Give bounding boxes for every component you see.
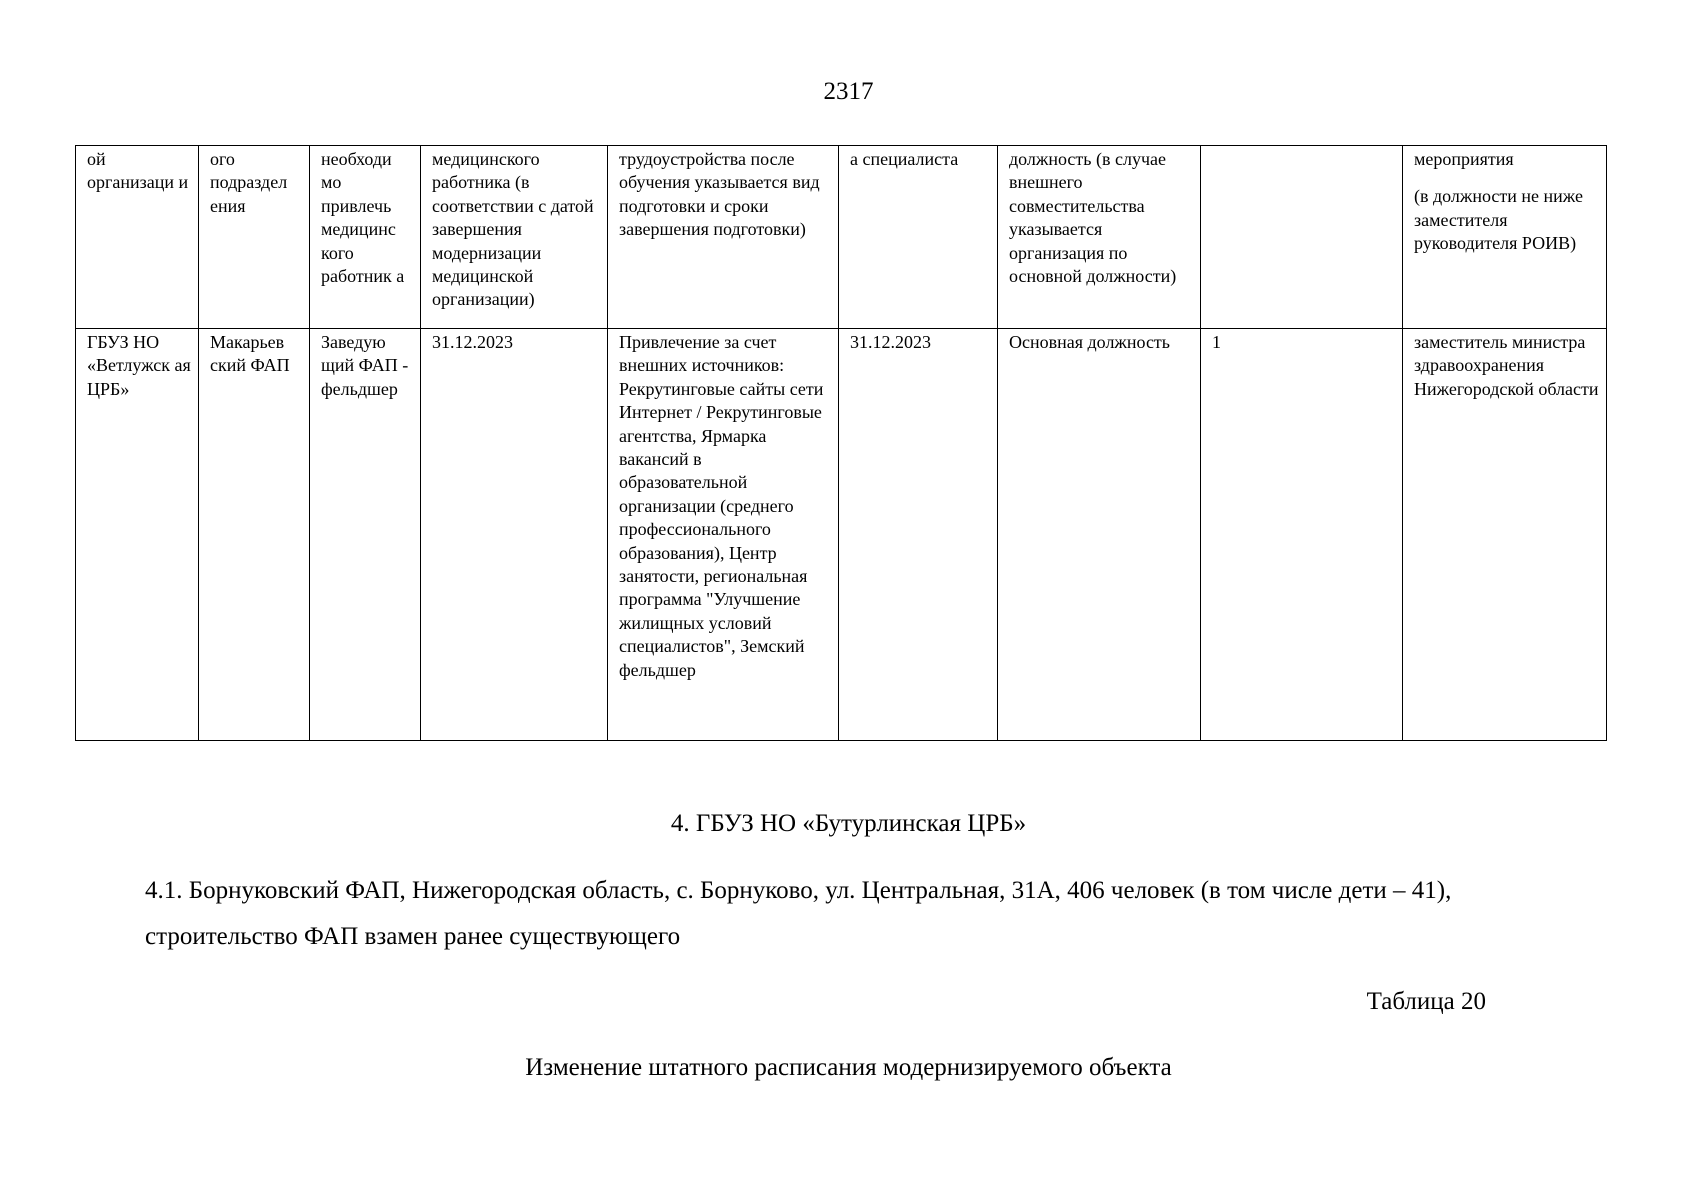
table-row [76, 329, 1607, 741]
table-caption: Изменение штатного расписания модернизируемого объекта [525, 1054, 1172, 1081]
header-responsible-label: мероприятия [1414, 149, 1514, 169]
cell-count: 1 [1201, 329, 1403, 741]
cell-subdivision: Макарьев ский ФАП [199, 329, 310, 741]
header-responsible-note: (в должности не ниже заместителя руководителя РОИВ) [1414, 186, 1583, 254]
header-cell-responsible [1403, 146, 1607, 329]
cell-organization: ГБУЗ НО «Ветлужск ая ЦРБ» [76, 329, 199, 741]
continuation-table [75, 145, 1607, 741]
facility-paragraph: 4.1. Борнуковский ФАП, Нижегородская область, с. Борнуково, ул. Центральная, 31А, 406 человек (в том числе дети – 41), строительство ФАП взамен ранее существующего [145, 877, 1452, 950]
header-cell-position-needed: необходи мо привлечь медицинс кого работник а [310, 146, 421, 329]
cell-responsible: заместитель министра здравоохранения Нижегородской области [1403, 329, 1607, 741]
table-header-row [76, 146, 1607, 329]
header-cell-blank [1201, 146, 1403, 329]
header-cell-subdivision: ого подраздел ения [199, 146, 310, 329]
header-cell-specialist-date: а специалиста [839, 146, 998, 329]
page-number: 2317 [823, 78, 874, 105]
cell-deadline: 31.12.2023 [421, 329, 608, 741]
cell-position: Заведую щий ФАП - фельдшер [310, 329, 421, 741]
cell-position-type: Основная должность [998, 329, 1201, 741]
header-cell-position-type: должность (в случае внешнего совместительства указывается организация по основной должности) [998, 146, 1201, 329]
table-number: Таблица 20 [1366, 988, 1486, 1015]
header-cell-deadline: медицинского работника (в соответствии с датой завершения модернизации медицинской организации) [421, 146, 608, 329]
cell-specialist-date: 31.12.2023 [839, 329, 998, 741]
section-heading: 4. ГБУЗ НО «Бутурлинская ЦРБ» [670, 810, 1027, 837]
header-cell-recruitment-method: трудоустройства после обучения указывается вид подготовки и сроки завершения подготовки) [608, 146, 839, 329]
header-cell-organization: ой организаци и [76, 146, 199, 329]
cell-recruitment-method: Привлечение за счет внешних источников: Рекрутинговые сайты сети Интернет / Рекрутинговые агентства, Ярмарка вакансий в образовательной организации (среднего профессионального образования), Центр занятости, региональная программа "Улучшение жилищных условий специалистов", Земский фельдшер [608, 329, 839, 741]
